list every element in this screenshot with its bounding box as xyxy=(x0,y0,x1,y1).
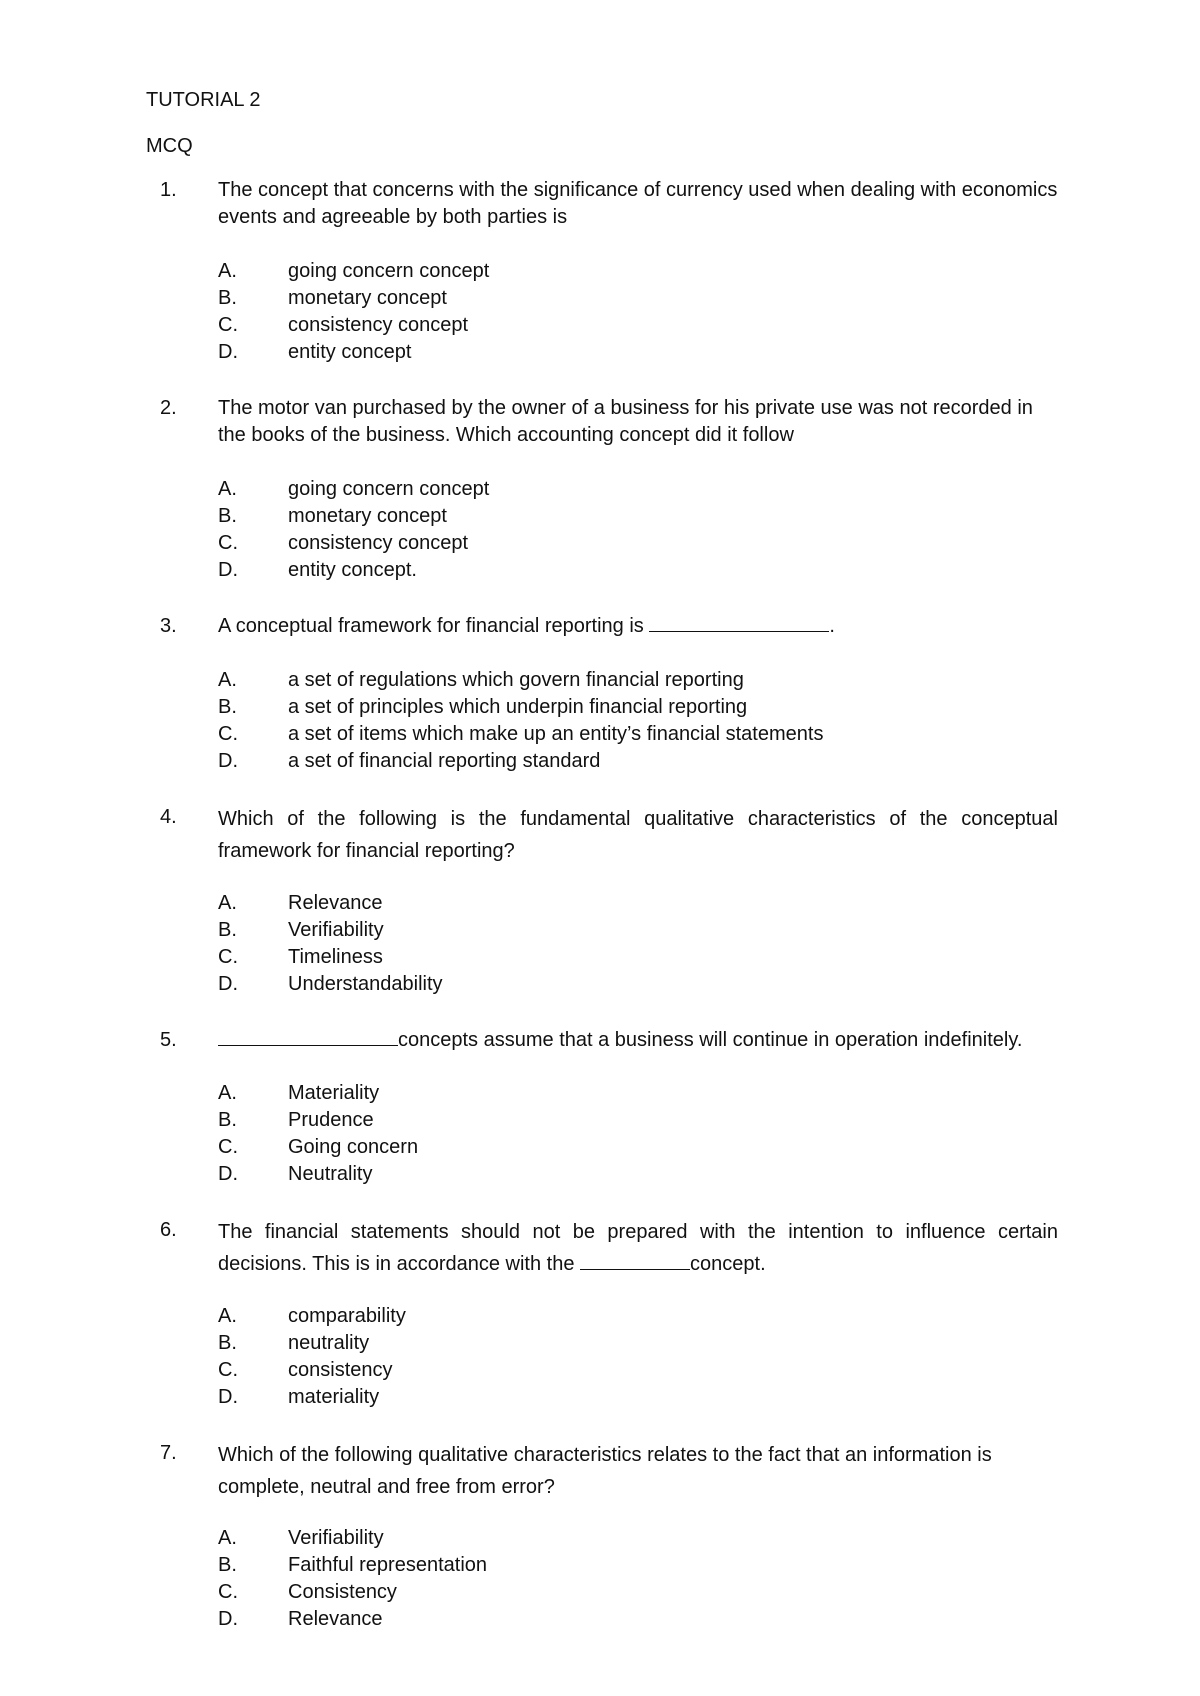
option-letter: B. xyxy=(218,1109,237,1131)
option-text: Verifiability xyxy=(288,919,384,941)
question-stem xyxy=(218,1027,1058,1054)
option-text: Going concern xyxy=(288,1136,419,1158)
option-b xyxy=(218,918,384,942)
option-text: going concern concept xyxy=(288,260,490,282)
option-text: consistency xyxy=(288,1359,393,1381)
option-c xyxy=(218,945,383,969)
option-letter: D. xyxy=(218,1386,238,1408)
option-c xyxy=(218,313,468,337)
option-letter: D. xyxy=(218,559,238,581)
option-text: monetary concept xyxy=(288,505,447,527)
option-b xyxy=(218,1553,487,1577)
option-letter: B. xyxy=(218,919,237,941)
option-a xyxy=(218,477,489,501)
option-text: a set of items which make up an entity’s financial statements xyxy=(288,723,824,745)
option-d xyxy=(218,749,600,773)
option-text: Materiality xyxy=(288,1082,380,1104)
question-number: 7. xyxy=(160,1442,177,1464)
option-b xyxy=(218,286,447,310)
option-a xyxy=(218,891,383,915)
option-letter: B. xyxy=(218,505,237,527)
option-d xyxy=(218,1607,383,1631)
option-text: going concern concept xyxy=(288,478,490,500)
question-number: 6. xyxy=(160,1219,177,1241)
option-letter: C. xyxy=(218,1581,238,1603)
option-letter: C. xyxy=(218,532,238,554)
answer-blank xyxy=(580,1251,690,1270)
stem-text: concepts assume that a business will continue in operation indefinitely. xyxy=(398,1029,1023,1051)
option-c xyxy=(218,1135,418,1159)
option-text: Consistency xyxy=(288,1581,397,1603)
option-b xyxy=(218,695,747,719)
option-letter: A. xyxy=(218,1305,237,1327)
option-letter: C. xyxy=(218,1359,238,1381)
option-a xyxy=(218,1081,379,1105)
stem-text: A conceptual framework for financial reporting is xyxy=(218,615,644,637)
option-text: Neutrality xyxy=(288,1163,373,1185)
option-c xyxy=(218,1580,397,1604)
answer-blank xyxy=(649,613,829,632)
stem-text-end: . xyxy=(829,615,835,637)
option-letter: D. xyxy=(218,1163,238,1185)
option-letter: B. xyxy=(218,287,237,309)
question-stem xyxy=(218,613,1058,640)
option-letter: D. xyxy=(218,973,238,995)
option-letter: A. xyxy=(218,260,237,282)
option-text: materiality xyxy=(288,1386,380,1408)
question-stem xyxy=(218,1216,1058,1280)
option-b xyxy=(218,504,447,528)
option-text: comparability xyxy=(288,1305,406,1327)
option-text: monetary concept xyxy=(288,287,447,309)
option-text: Prudence xyxy=(288,1109,374,1131)
option-letter: A. xyxy=(218,1082,237,1104)
question-stem: The motor van purchased by the owner of a business for his private use was not recorded in the books of the business. Which accounting concept did it follow xyxy=(218,397,1033,446)
option-letter: C. xyxy=(218,723,238,745)
question-stem: Which of the following qualitative characteristics relates to the fact that an information is complete, neutral and free from error? xyxy=(218,1444,992,1498)
option-letter: A. xyxy=(218,1527,237,1549)
option-text: Relevance xyxy=(288,892,383,914)
stem-text-end: concept. xyxy=(690,1253,766,1275)
question-number: 1. xyxy=(160,179,177,201)
option-text: consistency concept xyxy=(288,314,469,336)
option-a xyxy=(218,259,489,283)
option-d xyxy=(218,558,417,582)
question-stem: The concept that concerns with the significance of currency used when dealing with economics events and agreeable by both parties is xyxy=(218,179,1058,228)
option-c xyxy=(218,1358,393,1382)
option-b xyxy=(218,1108,374,1132)
question-stem: Which of the following is the fundamental qualitative characteristics of the conceptual framework for financial reporting? xyxy=(218,808,1058,862)
option-letter: B. xyxy=(218,1332,237,1354)
option-letter: B. xyxy=(218,696,237,718)
stem-text: The financial statements should not be prepared with the intention to influence certain decisions. This is in accordance with the xyxy=(218,1221,1058,1275)
option-letter: A. xyxy=(218,478,237,500)
option-letter: B. xyxy=(218,1554,237,1576)
option-text: entity concept xyxy=(288,341,412,363)
question-number: 4. xyxy=(160,806,177,828)
option-letter: A. xyxy=(218,892,237,914)
option-text: consistency concept xyxy=(288,532,469,554)
option-a xyxy=(218,1526,384,1550)
option-text: Relevance xyxy=(288,1608,383,1630)
section-heading: MCQ xyxy=(146,135,193,157)
option-a xyxy=(218,1304,406,1328)
option-letter: D. xyxy=(218,1608,238,1630)
option-text: entity concept. xyxy=(288,559,417,581)
option-letter: C. xyxy=(218,314,238,336)
question-number: 2. xyxy=(160,397,177,419)
option-text: a set of financial reporting standard xyxy=(288,750,601,772)
option-letter: D. xyxy=(218,750,238,772)
option-text: Understandability xyxy=(288,973,443,995)
option-text: neutrality xyxy=(288,1332,370,1354)
option-text: Verifiability xyxy=(288,1527,384,1549)
option-text: Timeliness xyxy=(288,946,383,968)
option-letter: C. xyxy=(218,946,238,968)
question-number: 3. xyxy=(160,615,177,637)
option-text: Faithful representation xyxy=(288,1554,488,1576)
option-letter: A. xyxy=(218,669,237,691)
option-d xyxy=(218,340,411,364)
option-a xyxy=(218,668,744,692)
option-d xyxy=(218,972,443,996)
option-d xyxy=(218,1385,379,1409)
question-number: 5. xyxy=(160,1029,177,1051)
option-text: a set of regulations which govern financial reporting xyxy=(288,669,744,691)
page-title: TUTORIAL 2 xyxy=(146,89,261,111)
option-b xyxy=(218,1331,369,1355)
option-c xyxy=(218,531,468,555)
option-letter: D. xyxy=(218,341,238,363)
option-c xyxy=(218,722,823,746)
option-text: a set of principles which underpin financial reporting xyxy=(288,696,748,718)
answer-blank xyxy=(218,1027,398,1046)
option-d xyxy=(218,1162,372,1186)
option-letter: C. xyxy=(218,1136,238,1158)
